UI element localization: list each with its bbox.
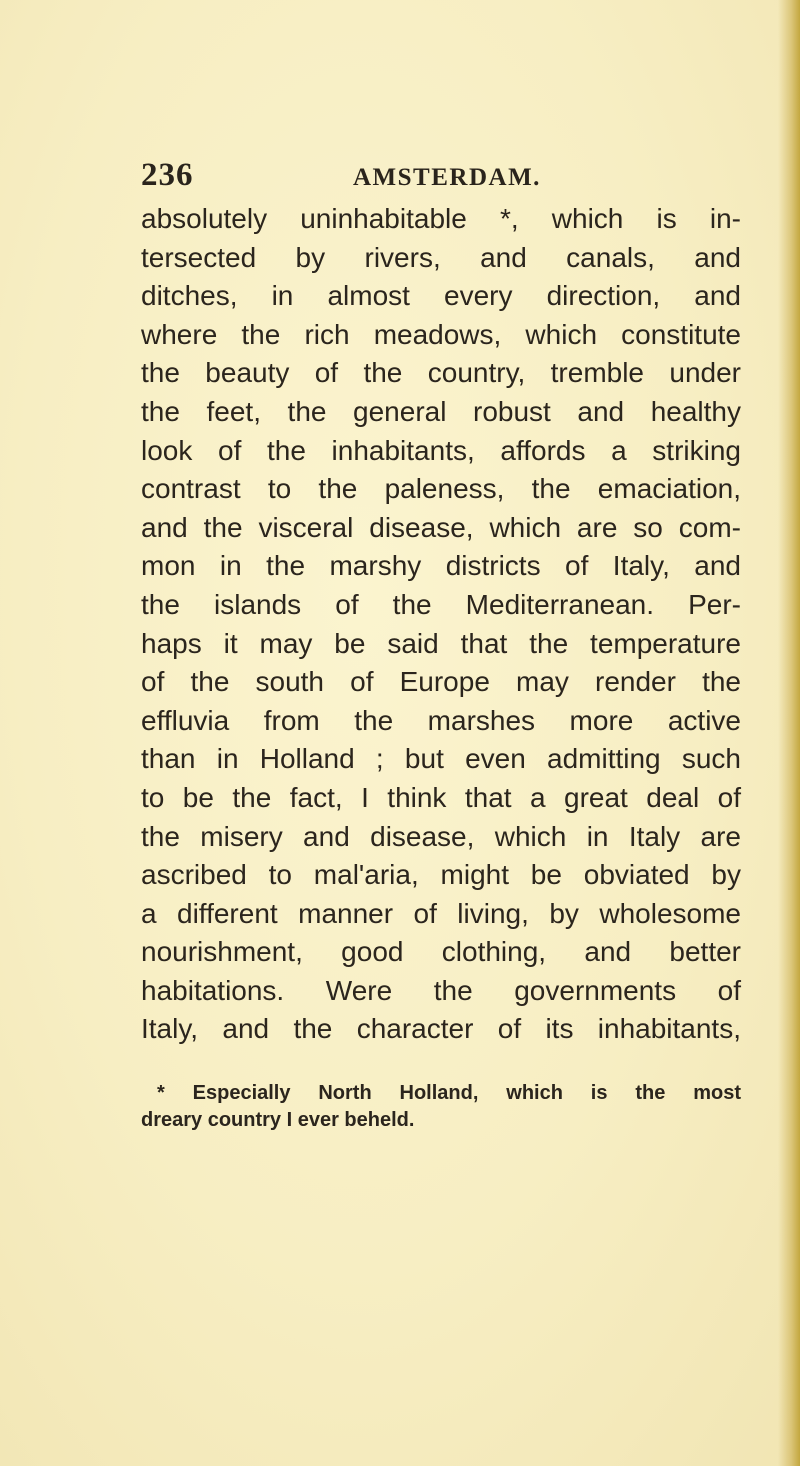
- text-line: the beauty of the country, tremble under: [141, 357, 741, 389]
- text-line: Italy, and the character of its inhabitants,: [141, 1013, 741, 1045]
- text-line: and the visceral disease, which are so com-: [141, 511, 741, 543]
- text-line: ascribed to mal'aria, might be obviated by: [141, 859, 741, 891]
- text-line: the feet, the general robust and healthy: [141, 395, 741, 427]
- text-line: nourishment, good clothing, and better: [141, 936, 741, 968]
- body-text: [141, 200, 741, 1049]
- footnote-line: * Especially North Holland, which is the most: [157, 1082, 741, 1104]
- page-edge-shadow: [778, 0, 800, 1466]
- page-number: 236: [141, 157, 194, 193]
- footnote-line: dreary country I ever beheld.: [141, 1109, 415, 1131]
- text-line: habitations. Were the governments of: [141, 974, 741, 1006]
- text-line: of the south of Europe may render the: [141, 666, 741, 698]
- text-line: haps it may be said that the temperature: [141, 627, 741, 659]
- footnote: [141, 1080, 741, 1134]
- text-line: the misery and disease, which in Italy are: [141, 820, 741, 852]
- text-line: tersected by rivers, and canals, and: [141, 241, 741, 273]
- text-line: look of the inhabitants, affords a striking: [141, 434, 741, 466]
- text-line: to be the fact, I think that a great deal of: [141, 781, 741, 813]
- running-head: AMSTERDAM.: [353, 164, 541, 191]
- text-line: absolutely uninhabitable *, which is in-: [141, 203, 741, 234]
- text-line: the islands of the Mediterranean. Per-: [141, 588, 741, 620]
- page-header: [141, 157, 741, 197]
- text-line: mon in the marshy districts of Italy, and: [141, 550, 741, 582]
- text-line: than in Holland ; but even admitting such: [141, 743, 741, 775]
- text-line: effluvia from the marshes more active: [141, 704, 741, 736]
- text-line: where the rich meadows, which constitute: [141, 318, 741, 350]
- text-line: contrast to the paleness, the emaciation,: [141, 473, 741, 505]
- text-line: a different manner of living, by wholesome: [141, 897, 741, 929]
- text-line: ditches, in almost every direction, and: [141, 280, 741, 312]
